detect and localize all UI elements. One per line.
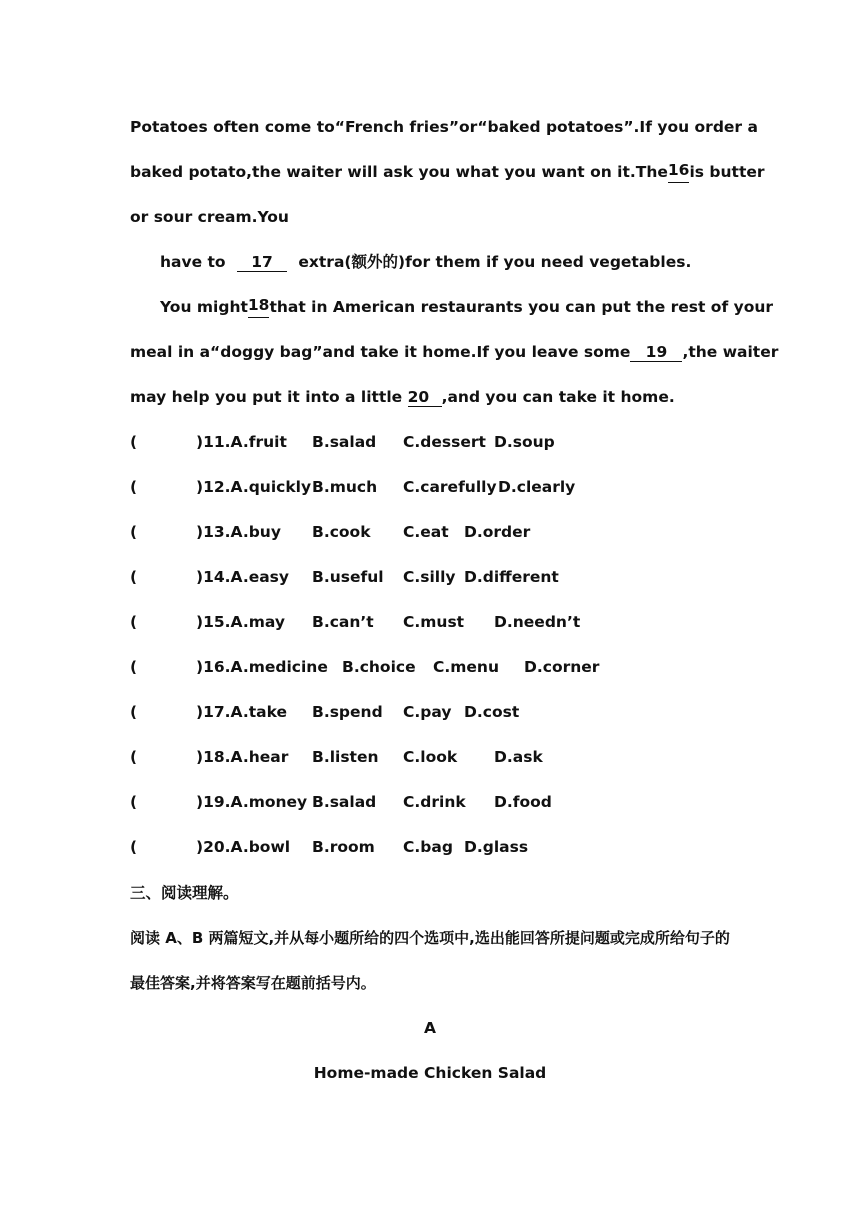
question-option-b: B.listen — [312, 748, 379, 766]
passage-label: A — [424, 1019, 436, 1037]
text: “French fries” — [334, 118, 460, 136]
question-option-b: B.can’t — [312, 613, 374, 631]
answer-bracket[interactable]: ( — [130, 433, 138, 451]
question-option-a: )13.A.buy — [196, 523, 281, 541]
question-option-d: D.cost — [464, 703, 520, 721]
question-option-a: )14.A.easy — [196, 568, 290, 586]
blank-17[interactable]: 17 — [237, 253, 287, 272]
blank-20[interactable]: 20 — [408, 388, 442, 407]
answer-bracket[interactable]: ( — [130, 568, 138, 586]
question-option-c: C.eat — [403, 523, 449, 541]
passage-line-5 — [160, 296, 774, 318]
answer-bracket[interactable]: ( — [130, 658, 138, 676]
question-option-d: D.different — [464, 568, 559, 586]
text-group — [630, 341, 778, 363]
answer-bracket[interactable]: ( — [130, 703, 138, 721]
question-option-c: C.bag — [403, 838, 453, 856]
blank-18[interactable]: 18 — [248, 296, 270, 318]
question-option-b: B.much — [312, 478, 378, 496]
question-option-c: C.drink — [403, 793, 466, 811]
question-option-d: D.clearly — [498, 478, 576, 496]
question-option-b: B.salad — [312, 793, 377, 811]
text: or sour cream.You — [130, 208, 289, 226]
question-row — [130, 476, 750, 498]
instruction-line-1: 阅读 A、B 两篇短文,并从每小题所给的四个选项中,选出能回答所提问题或完成所给句子的 — [130, 929, 730, 947]
text: or — [459, 118, 478, 136]
text: “doggy bag” — [210, 343, 323, 361]
question-row — [130, 656, 750, 678]
question-option-b: B.choice — [342, 658, 416, 676]
question-row — [130, 566, 750, 588]
question-row — [130, 701, 750, 723]
text: Potatoes often come to — [130, 118, 335, 136]
blank-19[interactable]: 19 — [630, 343, 682, 362]
passage-line-1 — [130, 116, 758, 138]
question-option-d: D.glass — [464, 838, 529, 856]
question-option-a: )12.A.quickly — [196, 478, 312, 496]
passage-line-3 — [130, 206, 289, 228]
question-option-d: D.ask — [494, 748, 543, 766]
text: may help you put it into a little — [130, 388, 403, 406]
question-option-d: D.food — [494, 793, 552, 811]
question-option-d: D.corner — [524, 658, 600, 676]
section-heading: 三、阅读理解。 — [130, 884, 239, 902]
question-option-d: D.needn’t — [494, 613, 581, 631]
instruction-line-2: 最佳答案,并将答案写在题前括号内。 — [130, 974, 376, 992]
question-option-c: C.pay — [403, 703, 452, 721]
text: meal in a — [130, 343, 211, 361]
answer-bracket[interactable]: ( — [130, 613, 138, 631]
text: have to — [160, 253, 226, 271]
text: You might — [160, 298, 248, 316]
question-row — [130, 791, 750, 813]
question-option-c: C.dessert — [403, 433, 486, 451]
answer-bracket[interactable]: ( — [130, 523, 138, 541]
question-option-c: C.carefully — [403, 478, 497, 496]
question-option-a: )15.A.may — [196, 613, 285, 631]
text: ,the waiter — [682, 343, 779, 361]
passage-line-7 — [130, 386, 675, 408]
text: is butter — [689, 163, 765, 181]
text: extra(额外的)for them if you need vegetables. — [298, 253, 692, 271]
question-option-b: B.salad — [312, 433, 377, 451]
question-option-b: B.spend — [312, 703, 383, 721]
answer-bracket[interactable]: ( — [130, 748, 138, 766]
question-option-a: )11.A.fruit — [196, 433, 287, 451]
blank-16[interactable]: 16 — [668, 161, 690, 183]
passage-line-4 — [160, 251, 691, 273]
question-row — [130, 431, 750, 453]
question-option-c: C.silly — [403, 568, 456, 586]
question-option-a: )16.A.medicine — [196, 658, 328, 676]
question-option-d: D.order — [464, 523, 531, 541]
question-option-a: )19.A.money — [196, 793, 308, 811]
question-option-b: B.useful — [312, 568, 384, 586]
question-row — [130, 611, 750, 633]
question-option-d: D.soup — [494, 433, 555, 451]
question-option-c: C.look — [403, 748, 458, 766]
text: and take it home.If you leave some — [322, 343, 631, 361]
question-row — [130, 521, 750, 543]
text: ,and you can take it home. — [441, 388, 675, 406]
question-row — [130, 746, 750, 768]
text: “baked potatoes”.If you order a — [477, 118, 758, 136]
question-row — [130, 836, 750, 858]
answer-bracket[interactable]: ( — [130, 838, 138, 856]
question-option-a: )18.A.hear — [196, 748, 289, 766]
passage-line-2 — [130, 161, 765, 183]
passage-title: Home-made Chicken Salad — [313, 1064, 547, 1082]
question-option-c: C.must — [403, 613, 465, 631]
question-option-b: B.room — [312, 838, 375, 856]
passage-line-6 — [130, 341, 779, 363]
question-option-a: )17.A.take — [196, 703, 287, 721]
question-option-b: B.cook — [312, 523, 371, 541]
question-option-c: C.menu — [433, 658, 499, 676]
text: baked potato,the waiter will ask you what you want on it.The — [130, 163, 668, 181]
question-option-a: )20.A.bowl — [196, 838, 291, 856]
answer-bracket[interactable]: ( — [130, 478, 138, 496]
answer-bracket[interactable]: ( — [130, 793, 138, 811]
text: that in American restaurants you can put the rest of your — [269, 298, 774, 316]
